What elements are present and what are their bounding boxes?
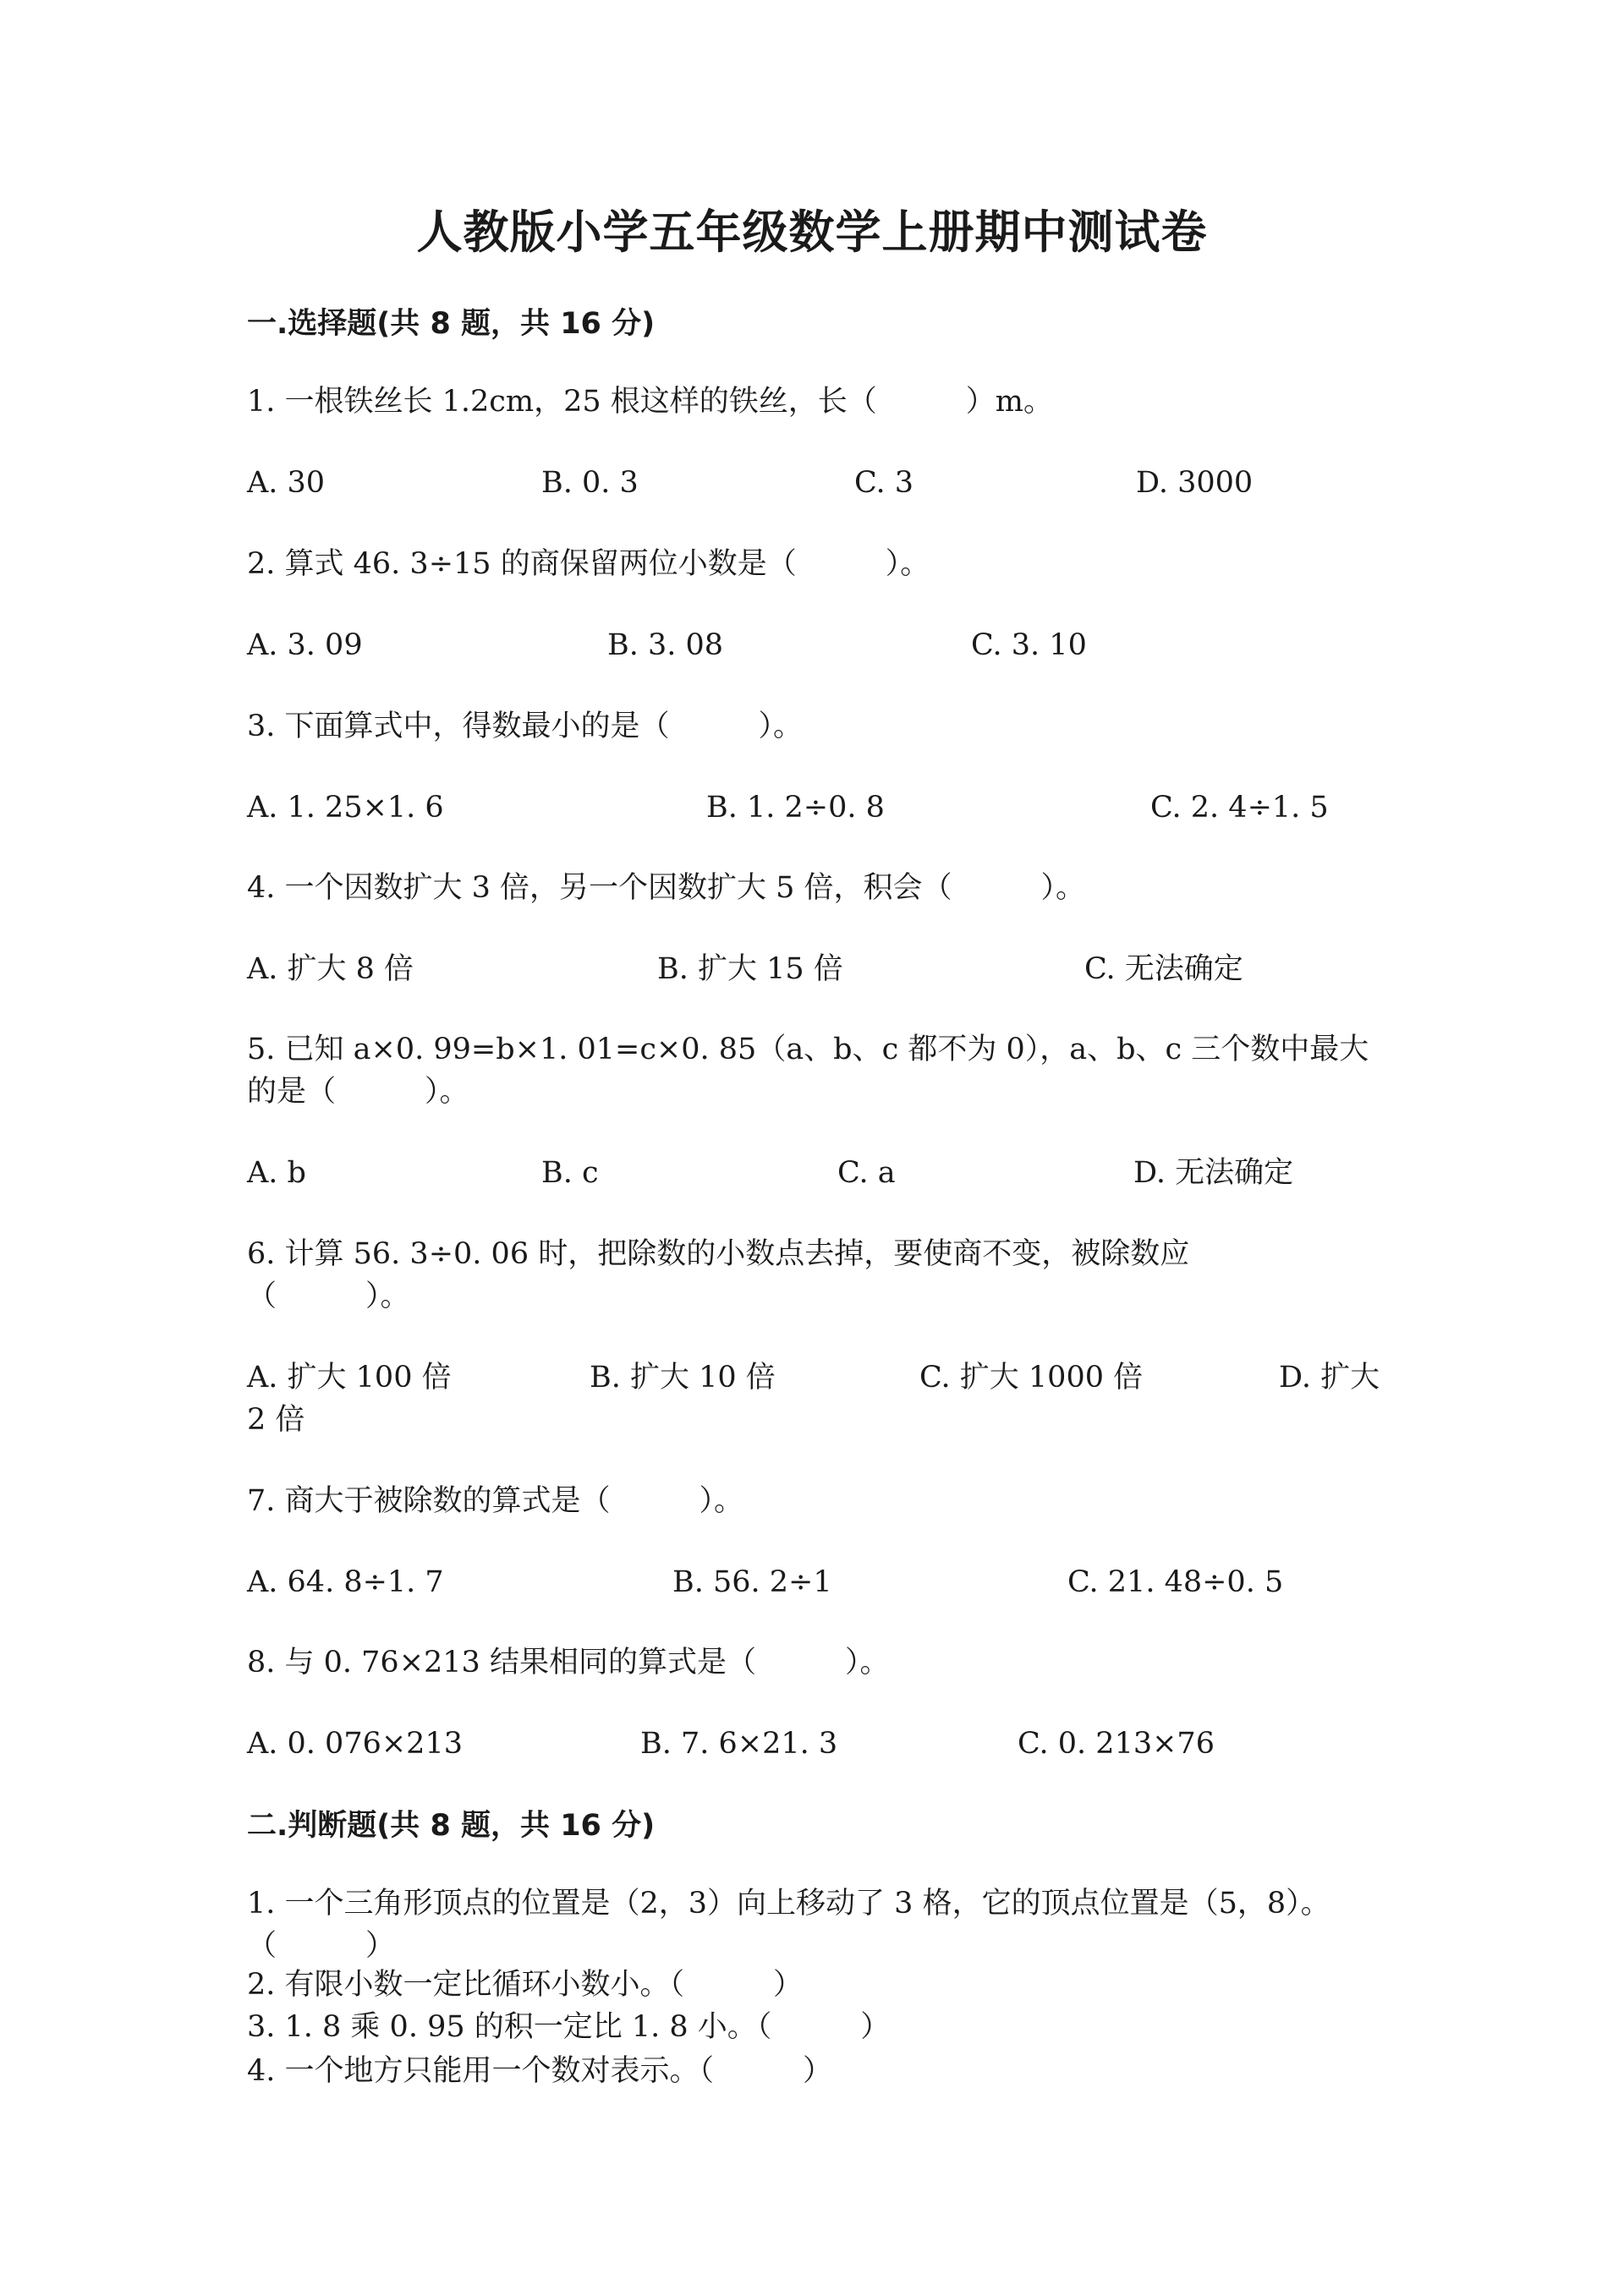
option-4b: B. 扩大 15 倍 bbox=[657, 952, 843, 986]
option-3c: C. 2. 4÷1. 5 bbox=[1150, 791, 1329, 825]
option-4a: A. 扩大 8 倍 bbox=[247, 952, 414, 986]
option-3a: A. 1. 25×1. 6 bbox=[247, 791, 444, 825]
option-8a: A. 0. 076×213 bbox=[247, 1727, 463, 1761]
option-5d: D. 无法确定 bbox=[1133, 1156, 1294, 1190]
option-8c: C. 0. 213×76 bbox=[1018, 1727, 1215, 1761]
question-4: 4. 一个因数扩大 3 倍，另一个因数扩大 5 倍，积会（ ）。 bbox=[247, 871, 1086, 905]
section-heading-choice: 一.选择题(共 8 题，共 16 分) bbox=[247, 307, 656, 341]
option-1d: D. 3000 bbox=[1136, 466, 1254, 500]
option-5b: B. c bbox=[541, 1156, 599, 1190]
question-3: 3. 下面算式中，得数最小的是（ ）。 bbox=[247, 710, 804, 743]
judge-question-4: 4. 一个地方只能用一个数对表示。（ ） bbox=[247, 2054, 833, 2088]
option-7b: B. 56. 2÷1 bbox=[672, 1565, 832, 1599]
question-5: 5. 已知 a×0. 99=b×1. 01=c×0. 85（a、b、c 都不为 0），a、b、c 三个数中最大的是（ ）。 bbox=[247, 1033, 1369, 1109]
question-6: 6. 计算 56. 3÷0. 06 时，把除数的小数点去掉，要使商不变，被除数应（ ）。 bbox=[247, 1237, 1190, 1313]
section-heading-judge: 二.判断题(共 8 题，共 16 分) bbox=[247, 1809, 656, 1843]
option-2b: B. 3. 08 bbox=[607, 628, 724, 662]
question-2: 2. 算式 46. 3÷15 的商保留两位小数是（ ）。 bbox=[247, 547, 930, 581]
question-8: 8. 与 0. 76×213 结果相同的算式是（ ）。 bbox=[247, 1646, 890, 1680]
option-1c: C. 3 bbox=[854, 466, 914, 500]
judge-question-3: 3. 1. 8 乘 0. 95 的积一定比 1. 8 小。（ ） bbox=[247, 2010, 891, 2044]
option-4c: C. 无法确定 bbox=[1084, 952, 1243, 986]
option-2c: C. 3. 10 bbox=[971, 628, 1087, 662]
option-7c: C. 21. 48÷0. 5 bbox=[1067, 1565, 1284, 1599]
question-6-options bbox=[247, 1356, 1380, 1441]
option-6c: C. 扩大 1000 倍 bbox=[919, 1361, 1144, 1395]
question-1: 1. 一根铁丝长 1.2cm，25 根这样的铁丝，长（ ）m。 bbox=[247, 385, 1053, 419]
option-6a: A. 扩大 100 倍 bbox=[247, 1361, 452, 1395]
option-6d: D. 扩大 2 倍 bbox=[247, 1361, 1380, 1437]
judge-question-1: 1. 一个三角形顶点的位置是（2，3）向上移动了 3 格，它的顶点位置是（5，8）。（ ） bbox=[247, 1887, 1330, 1963]
option-7a: A. 64. 8÷1. 7 bbox=[247, 1565, 444, 1599]
option-8b: B. 7. 6×21. 3 bbox=[640, 1727, 838, 1761]
option-3b: B. 1. 2÷0. 8 bbox=[706, 791, 885, 825]
judge-question-2: 2. 有限小数一定比循环小数小。（ ） bbox=[247, 1968, 804, 2002]
question-7: 7. 商大于被除数的算式是（ ）。 bbox=[247, 1484, 744, 1518]
option-6b: B. 扩大 10 倍 bbox=[590, 1361, 776, 1395]
option-2a: A. 3. 09 bbox=[247, 628, 363, 662]
page-title: 人教版小学五年级数学上册期中测试卷 bbox=[416, 205, 1208, 259]
option-5a: A. b bbox=[247, 1156, 306, 1190]
option-1b: B. 0. 3 bbox=[541, 466, 639, 500]
option-1a: A. 30 bbox=[247, 466, 326, 500]
option-5c: C. a bbox=[837, 1156, 896, 1190]
